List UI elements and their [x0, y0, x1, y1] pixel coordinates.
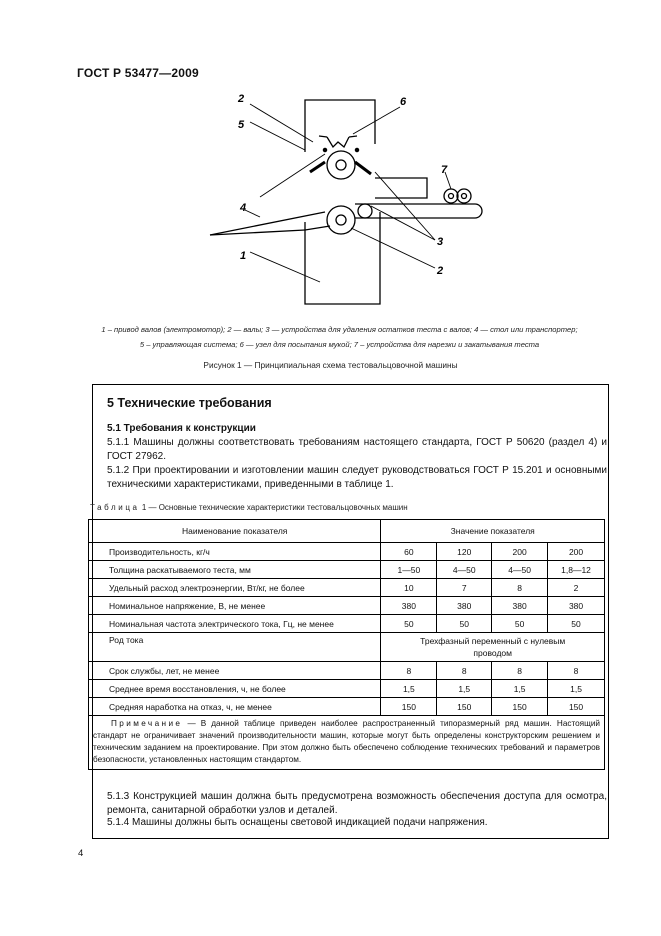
- figure-legend-line1: 1 – привод валов (электромотор); 2 — валы; 3 — устройства для удаления остатков теста с валов; 4 — стол или транспортер;: [101, 325, 578, 334]
- label-7: 7: [441, 164, 448, 176]
- parameters-table: [88, 519, 605, 770]
- label-4: 4: [240, 202, 247, 214]
- upper-roller: [327, 151, 355, 179]
- table-row: Средняя наработка на отказ, ч, не менее 150 150 150 150: [89, 698, 605, 716]
- cutting-roller-2: [457, 189, 471, 203]
- table-row: Срок службы, лет, не менее 8 8 8 8: [89, 662, 605, 680]
- table-row: Удельный расход электроэнергии, Вт/кг, не более 10 7 8 2: [89, 579, 605, 597]
- label-3: 3: [437, 236, 444, 248]
- page-number: 4: [78, 848, 84, 859]
- standard-code: ГОСТ Р 53477—2009: [77, 66, 199, 80]
- column-header-name: Наименование показателя: [89, 520, 381, 543]
- figure-legend-line2: 5 – управляющая система; 6 — узел для посыпания мукой; 7 – устройства для нарезки и закатывания теста: [139, 340, 540, 349]
- label-6: 6: [400, 96, 407, 108]
- subsection-title: 5.1 Требования к конструкции: [107, 423, 256, 434]
- table-note-row: [89, 716, 605, 770]
- figure-legend: [72, 322, 607, 352]
- table-row: Среднее время восстановления, ч, не более 1,5 1,5 1,5 1,5: [89, 680, 605, 698]
- column-header-value: Значение показателя: [381, 520, 605, 543]
- cutting-roller-1: [444, 189, 458, 203]
- label-2-top: 2: [238, 93, 245, 105]
- table-row: Толщина раскатываемого теста, мм 1—50 4—50 4—50 1,8—12: [89, 561, 605, 579]
- table-header-row: [89, 520, 605, 543]
- table-row: Номинальная частота электрического тока, Гц, не менее 50 50 50 50: [89, 615, 605, 633]
- note-text: — В данной таблице приведен наиболее распространенный типоразмерный ряд машин. Настоящий стандарт не ограничивает значений производительности машин, которые могут быть определены конструкторским решением и техническим заданием на проектирование. При этом должно быть обеспечено соблюдение технических требований и параметров безопасности, установленных настоящим стандартом.: [93, 719, 600, 764]
- label-2-bottom: 2: [437, 265, 444, 277]
- lower-housing: [305, 212, 380, 304]
- table-title-prefix: Таблица: [90, 503, 140, 512]
- table-note: [89, 716, 605, 770]
- note-prefix: Примечание: [111, 719, 183, 728]
- table-row-current-type: Род тока Трехфазный переменный с нулевым проводом: [89, 633, 605, 662]
- lower-roller: [327, 206, 355, 234]
- label-1: 1: [240, 250, 247, 262]
- section-title: 5 Технические требования: [107, 396, 272, 410]
- table-row: Номинальное напряжение, В, не менее 380 380 380 380: [89, 597, 605, 615]
- paragraph-5-1-1: 5.1.1 Машины должны соответствовать требованиям настоящего стандарта, ГОСТ Р 50620 (раздел 4) и ГОСТ 27962.: [107, 437, 607, 462]
- table-title-rest: 1 — Основные технические характеристики тестовальцовочных машин: [141, 503, 408, 512]
- flour-hopper: [327, 137, 349, 147]
- paragraph-5-1-3: 5.1.3 Конструкцией машин должна быть предусмотрена возможность обеспечения доступа для осмотра, ремонта, санитарной обработки узлов и деталей.: [107, 791, 607, 816]
- paragraph-5-1-4: 5.1.4 Машины должны быть оснащены световой индикацией подачи напряжения.: [107, 817, 488, 828]
- paragraph-5-1-2: 5.1.2 При проектировании и изготовлении машин следует руководствоваться ГОСТ Р 15.201 и основными техническими характеристиками, приведенными в таблице 1.: [107, 465, 607, 490]
- table-row: Производительность, кг/ч 60 120 200 200: [89, 543, 605, 561]
- figure-caption: Рисунок 1 — Принципиальная схема тестовальцовочной машины: [203, 360, 458, 370]
- label-5: 5: [238, 119, 245, 131]
- machine-diagram: [205, 92, 495, 312]
- table-title: [90, 503, 408, 512]
